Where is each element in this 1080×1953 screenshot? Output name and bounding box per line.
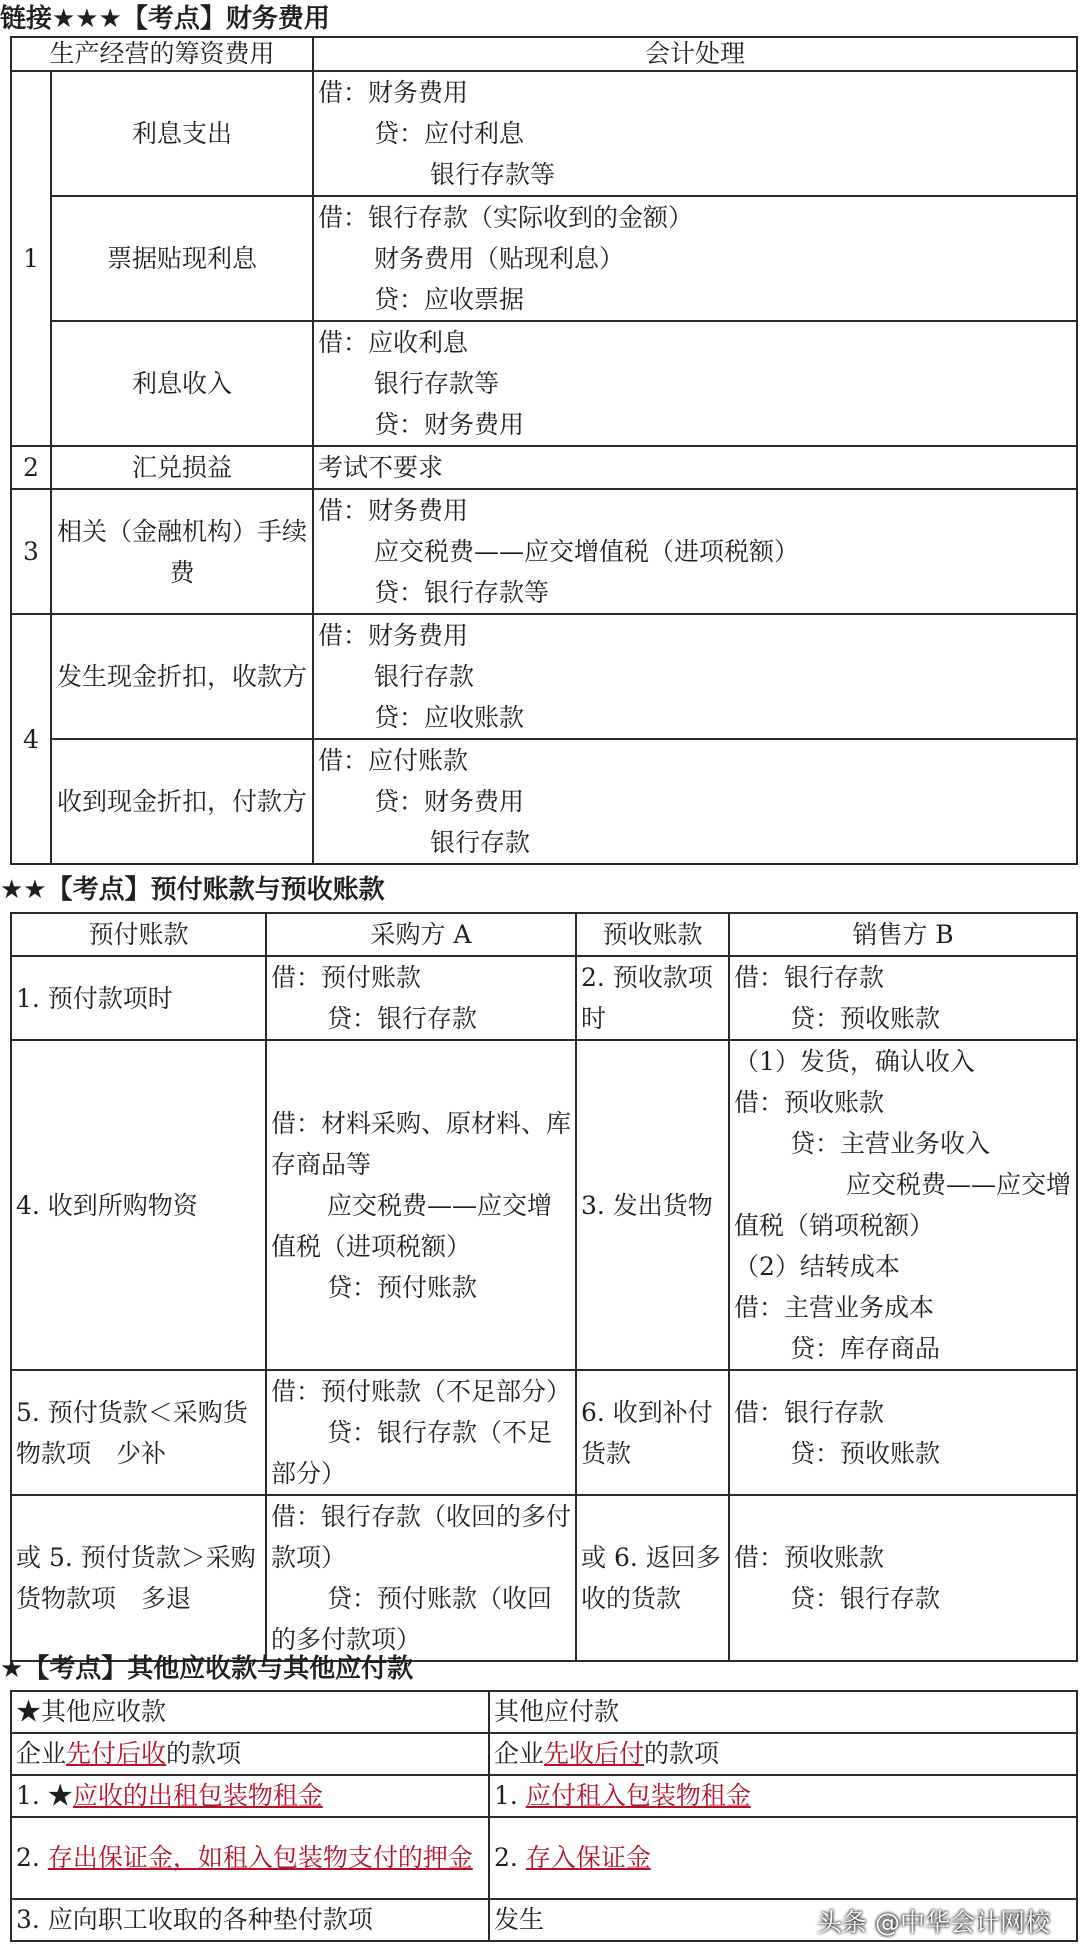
header-cell: 会计处理 [313,37,1077,71]
table-row [11,739,1077,864]
fee-name: 票据贴现利息 [51,196,313,321]
table-row [11,956,1077,1040]
journal-entry: 借：财务费用 应交税费——应交增值税（进项税额） 贷：银行存款等 [313,489,1077,614]
event-cell: 或 6. 返回多收的货款 [576,1495,729,1661]
payable-cell: 2. 存入保证金 [489,1817,1077,1899]
seller-entry: 借：预收账款 贷：银行存款 [729,1495,1077,1661]
payable-cell: 1. 应付租入包装物租金 [489,1775,1077,1817]
table-row [11,1495,1077,1661]
fee-name: 利息支出 [51,71,313,196]
table-row [11,1691,1077,1733]
receivable-cell: ★其他应收款 [11,1691,489,1733]
payable-cell: 企业先收后付的款项 [489,1733,1077,1775]
seller-entry: 借：银行存款 贷：预收账款 [729,1370,1077,1495]
fee-name: 收到现金折扣，付款方 [51,739,313,864]
table-row [11,614,1077,739]
fee-name: 利息收入 [51,321,313,446]
buyer-entry: 借：预付账款（不足部分） 贷：银行存款（不足部分） [266,1370,576,1495]
row-number: 1 [11,71,51,446]
event-cell: 6. 收到补付货款 [576,1370,729,1495]
header-cell: 预付账款 [11,913,266,956]
row-number: 2 [11,446,51,489]
receivable-cell: 企业先付后收的款项 [11,1733,489,1775]
payable-cell: 其他应付款 [489,1691,1077,1733]
event-cell: 1. 预付款项时 [11,956,266,1040]
journal-entry: 考试不要求 [313,446,1077,489]
row-number: 3 [11,489,51,614]
event-cell: 或 5. 预付货款＞采购货物款项 多退 [11,1495,266,1661]
header-cell: 销售方 B [729,913,1077,956]
table-row [11,321,1077,446]
section2-heading: ★★【考点】预付账款与预收账款 [0,875,385,905]
seller-entry: （1）发货，确认收入 借：预收账款 贷：主营业务收入 应交税费——应交增值税（销项税额） （2）结转成本 借：主营业务成本 贷：库存商品 [729,1040,1077,1370]
section3-heading: ★【考点】其他应收款与其他应付款 [0,1654,414,1684]
buyer-entry: 借：预付账款 贷：银行存款 [266,956,576,1040]
header-cell: 生产经营的筹资费用 [11,37,313,71]
table-row [11,489,1077,614]
payable-cell: 发生 [489,1899,1077,1941]
seller-entry: 借：银行存款 贷：预收账款 [729,956,1077,1040]
table-row [11,1733,1077,1775]
header-cell: 采购方 A [266,913,576,956]
receivable-cell: 1. ★应收的出租包装物租金 [11,1775,489,1817]
buyer-entry: 借：银行存款（收回的多付款项） 贷：预付账款（收回的多付款项） [266,1495,576,1661]
fee-name: 汇兑损益 [51,446,313,489]
event-cell: 2. 预收款项时 [576,956,729,1040]
table-header-row [11,913,1077,956]
table-row [11,1370,1077,1495]
journal-entry: 借：财务费用 银行存款 贷：应收账款 [313,614,1077,739]
table-row [11,1775,1077,1817]
table-row [11,446,1077,489]
prepaid-received-table [10,912,1078,1662]
event-cell: 5. 预付货款＜采购货物款项 少补 [11,1370,266,1495]
receivable-cell: 3. 应向职工收取的各种垫付款项 [11,1899,489,1941]
finance-expense-table [10,36,1078,865]
table-row [11,1040,1077,1370]
buyer-entry: 借：材料采购、原材料、库存商品等 应交税费——应交增值税（进项税额） 贷：预付账款 [266,1040,576,1370]
receivable-cell: 2. 存出保证金，如租入包装物支付的押金 [11,1817,489,1899]
event-cell: 4. 收到所购物资 [11,1040,266,1370]
journal-entry: 借：应付账款 贷：财务费用 银行存款 [313,739,1077,864]
row-number: 4 [11,614,51,864]
fee-name: 发生现金折扣，收款方 [51,614,313,739]
table-header-row [11,37,1077,71]
table-row [11,71,1077,196]
source-watermark: 头条 @中华会计网校 [817,1908,1050,1937]
journal-entry: 借：银行存款（实际收到的金额） 财务费用（贴现利息） 贷：应收票据 [313,196,1077,321]
header-cell: 预收账款 [576,913,729,956]
event-cell: 3. 发出货物 [576,1040,729,1370]
journal-entry: 借：财务费用 贷：应付利息 银行存款等 [313,71,1077,196]
section1-heading: 链接★★★【考点】财务费用 [0,4,330,34]
journal-entry: 借：应收利息 银行存款等 贷：财务费用 [313,321,1077,446]
fee-name: 相关（金融机构）手续费 [51,489,313,614]
table-row [11,1817,1077,1899]
table-row [11,196,1077,321]
